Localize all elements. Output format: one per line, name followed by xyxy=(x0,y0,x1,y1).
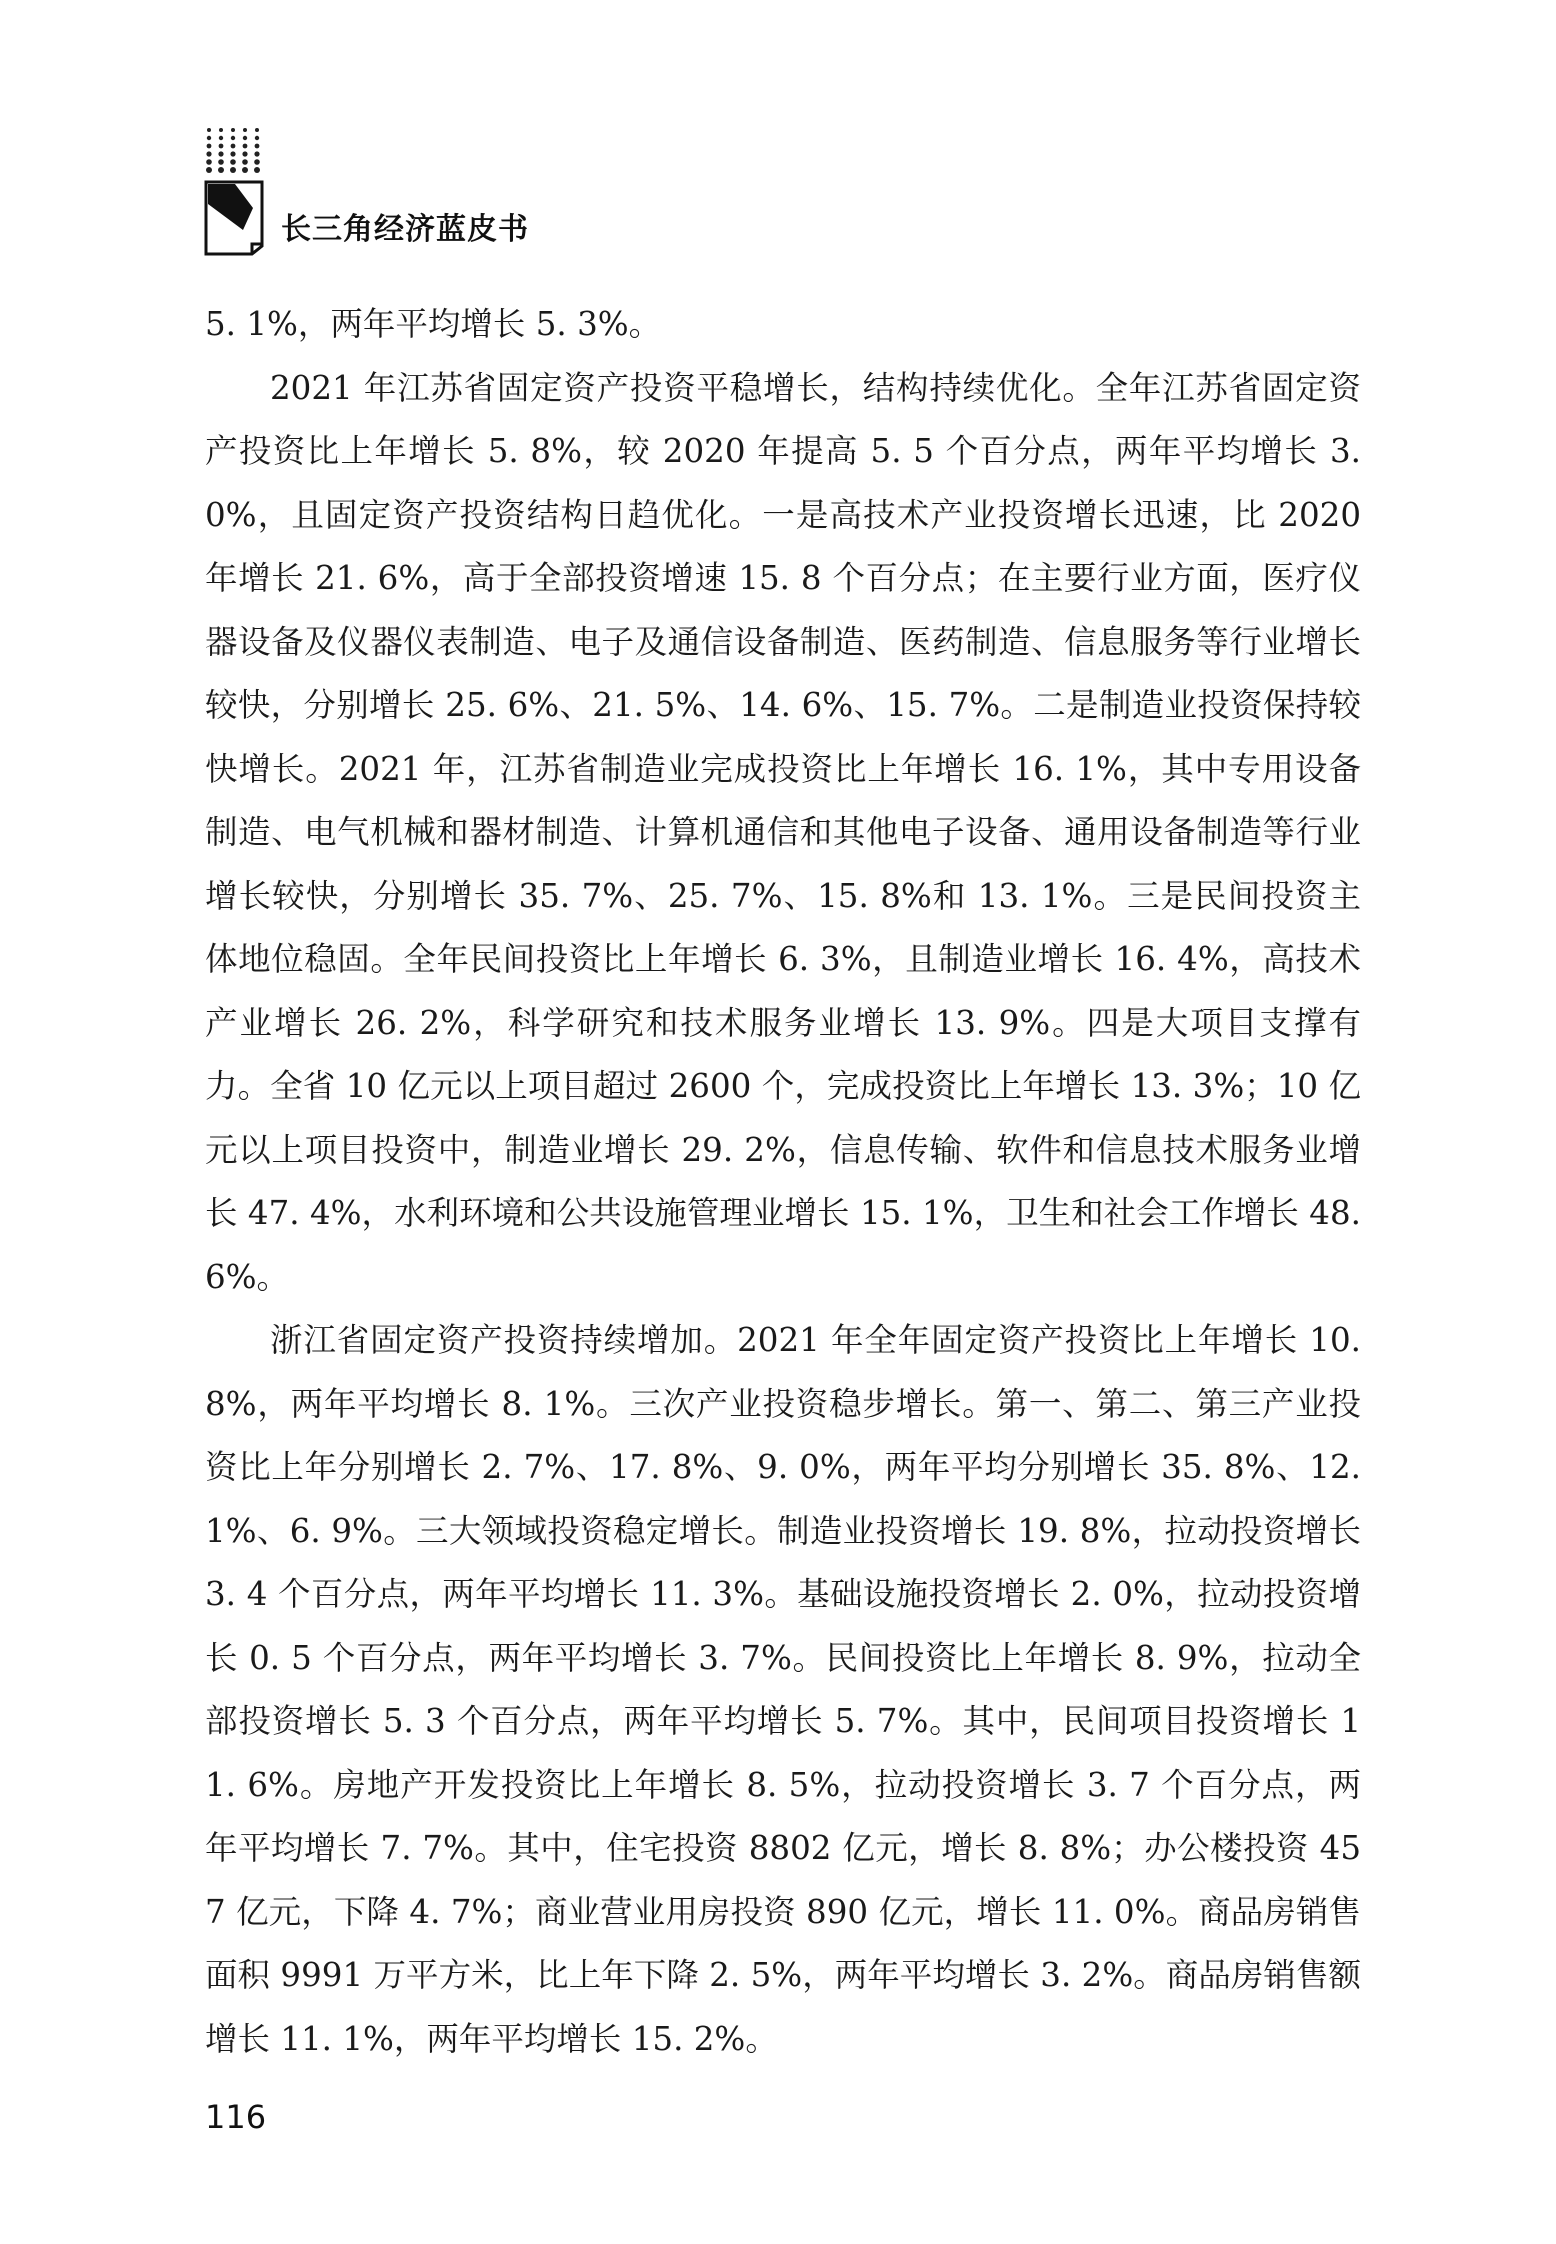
book-title: 长三角经济蓝皮书 xyxy=(281,212,529,247)
paragraph-jiangsu-investment: 2021 年江苏省固定资产投资平稳增长，结构持续优化。全年江苏省固定资产投资比上年增长 5. 8%，较 2020 年提高 5. 5 个百分点，两年平均增长 3. 0%，且固定资产投资结构日趋优化。一是高技术产业投资增长迅速，比 2020 年增长 21. 6%，高于全部投资增速 15. 8 个百分点；在主要行业方面，医疗仪器设备及仪器仪表制造、电子及通信设备制造、医药制造、信息服务等行业增长较快，分别增长 25. 6%、21. 5%、14. 6%、15. 7%。二是制造业投资保持较快增长。2021 年，江苏省制造业完成投资比上年增长 16. 1%，其中专用设备制造、电气机械和器材制造、计算机通信和其他电子设备、通用设备制造等行业增长较快，分别增长 35. 7%、25. 7%、15. 8%和 13. 1%。三是民间投资主体地位稳固。全年民间投资比上年增长 6. 3%，且制造业增长 16. 4%，高技术产业增长 26. 2%，科学研究和技术服务业增长 13. 9%。四是大项目支撑有力。全省 10 亿元以上项目超过 2600 个，完成投资比上年增长 13. 3%；10 亿元以上项目投资中，制造业增长 29. 2%，信息传输、软件和信息技术服务业增长 47. 4%，水利环境和公共设施管理业增长 15. 1%，卫生和社会工作增长 48. 6%。 xyxy=(205,368,1361,1296)
book-corner-dots-icon xyxy=(203,126,265,256)
body-text xyxy=(205,293,1361,2071)
page-number: 116 xyxy=(205,2098,267,2136)
paragraph-zhejiang-investment: 浙江省固定资产投资持续增加。2021 年全年固定资产投资比上年增长 10. 8%，两年平均增长 8. 1%。三次产业投资稳步增长。第一、第二、第三产业投资比上年分别增长 2. 7%、17. 8%、9. 0%，两年平均分别增长 35. 8%、12. 1%、6. 9%。三大领域投资稳定增长。制造业投资增长 19. 8%，拉动投资增长 3. 4 个百分点，两年平均增长 11. 3%。基础设施投资增长 2. 0%，拉动投资增长 0. 5 个百分点，两年平均增长 3. 7%。民间投资比上年增长 8. 9%，拉动全部投资增长 5. 3 个百分点，两年平均增长 5. 7%。其中，民间项目投资增长 11. 6%。房地产开发投资比上年增长 8. 5%，拉动投资增长 3. 7 个百分点，两年平均增长 7. 7%。其中，住宅投资 8802 亿元，增长 8. 8%；办公楼投资 457 亿元，下降 4. 7%；商业营业用房投资 890 亿元，增长 11. 0%。商品房销售面积 9991 万平方米，比上年下降 2. 5%，两年平均增长 3. 2%。商品房销售额增长 11. 1%，两年平均增长 15. 2%。 xyxy=(205,1321,1361,2058)
running-header xyxy=(203,126,623,256)
paragraph-continuation: 5. 1%，两年平均增长 5. 3%。 xyxy=(205,305,662,343)
